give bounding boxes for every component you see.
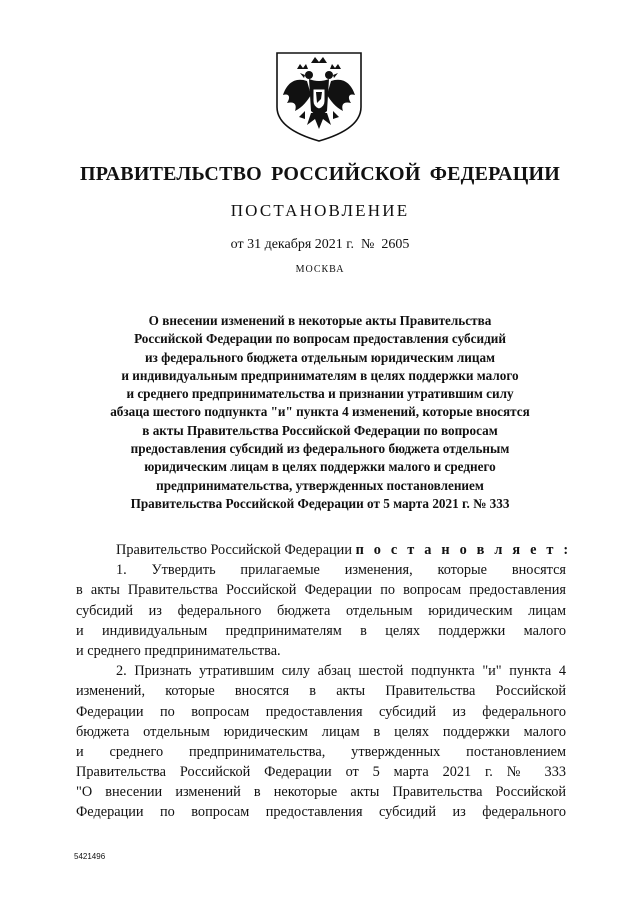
heading-line: О внесении изменений в некоторые акты Правительства — [148, 313, 492, 328]
body-line: бюджета отдельным юридическим лицам в целях поддержки малого — [76, 723, 566, 740]
number-sign: № — [360, 237, 375, 252]
document-body — [76, 540, 572, 823]
document-heading — [60, 312, 580, 513]
body-line: изменений, которые вносятся в акты Правительства Российской — [76, 683, 566, 700]
russian-coat-of-arms-icon — [271, 49, 367, 145]
heading-line: юридическим лицам в целях поддержки малого и среднего — [144, 459, 496, 475]
government-title: ПРАВИТЕЛЬСТВО РОССИЙСКОЙ ФЕДЕРАЦИИ — [80, 163, 560, 185]
heading-line: абзаца шестого подпункта "и" пункта 4 изменений, которые вносятся — [110, 404, 530, 420]
heading-line: из федерального бюджета отдельным юридическим лицам — [144, 349, 496, 365]
document-code: 5421496 — [74, 852, 106, 861]
body-line: 1. Утвердить прилагаемые изменения, которые вносятся — [116, 562, 566, 579]
heading-line: предпринимательства, утвержденных постановлением — [156, 477, 484, 493]
body-line: 2. Признать утратившим силу абзац шестой подпункта "и" пункта 4 — [116, 663, 566, 680]
coat-of-arms-emblem — [271, 49, 367, 145]
body-line: Федерации по вопросам предоставления субсидий из федерального — [76, 703, 566, 720]
preamble: Правительство Российской Федерации — [116, 542, 352, 558]
document-date: 31 декабря 2021 г. — [247, 237, 354, 252]
document-type: ПОСТАНОВЛЕНИЕ — [230, 201, 410, 220]
body-line: Правительства Российской Федерации от 5 марта 2021 г. № 333 — [76, 764, 566, 781]
city: МОСКВА — [295, 264, 345, 275]
heading-line: предоставления субсидий из федерального бюджета отдельным — [130, 441, 510, 457]
date-prefix: от — [230, 237, 244, 252]
body-line: "О внесении изменений в некоторые акты Правительства Российской — [76, 784, 566, 801]
heading-line: в акты Правительства Российской Федерации по вопросам — [142, 422, 498, 438]
heading-line: и индивидуальным предпринимателям в целях поддержки малого — [121, 367, 519, 383]
body-line: и среднего предпринимательства. — [76, 642, 281, 659]
decree-word: п о с т а н о в л я е т : — [355, 542, 572, 558]
preamble-line — [76, 540, 572, 560]
body-line: и среднего предпринимательства, утвержденных постановлением — [76, 743, 566, 760]
heading-line: Российской Федерации по вопросам предоставления субсидий — [134, 331, 506, 347]
body-line: и индивидуальным предпринимателям в целях поддержки малого — [76, 622, 566, 639]
heading-line: и среднего предпринимательства и признании утратившим силу — [126, 386, 514, 402]
heading-line: Правительства Российской Федерации от 5 марта 2021 г. № 333 — [130, 495, 510, 511]
document-number: 2605 — [381, 237, 410, 252]
body-line: субсидий из федерального бюджета отдельным юридическим лицам — [76, 602, 566, 619]
body-line: в акты Правительства Российской Федерации по вопросам предоставления — [76, 582, 566, 599]
date-line — [0, 237, 640, 253]
body-line: Федерации по вопросам предоставления субсидий из федерального — [76, 804, 566, 821]
